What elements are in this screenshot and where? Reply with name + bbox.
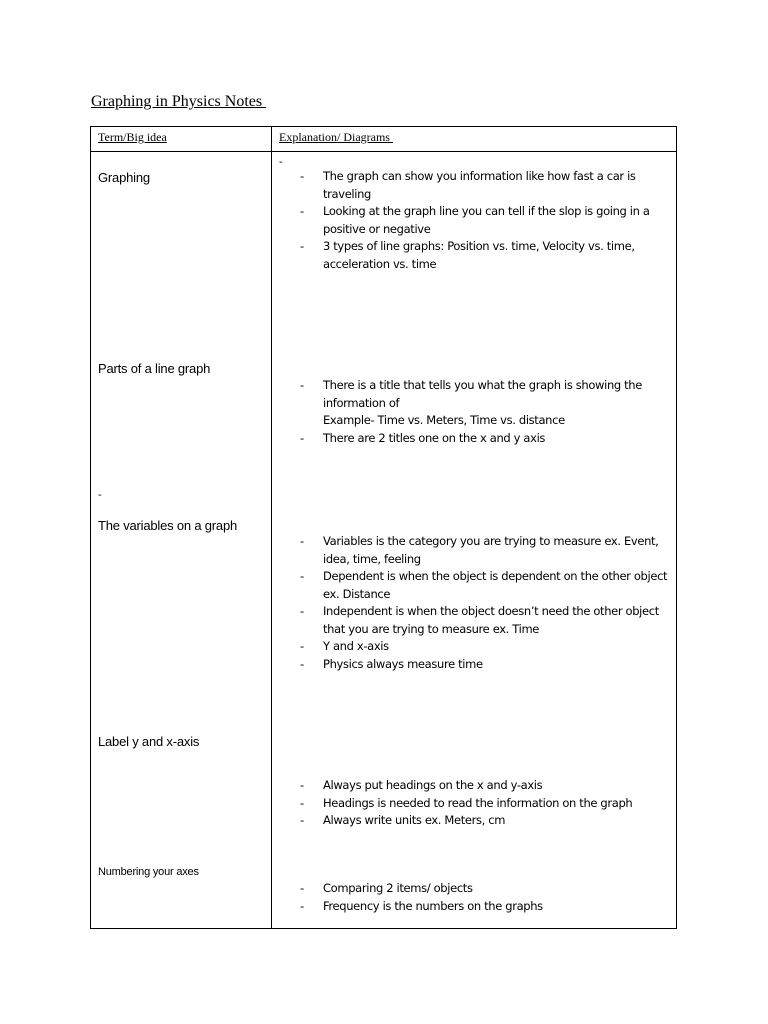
list-item: - Looking at the graph line you can tell if the slop is going in a positive or negative (300, 204, 650, 236)
bullet-list-graphing (300, 168, 670, 273)
bullet-text: Variables is the category you are trying to measure ex. Event, idea, time, feeling (323, 534, 659, 566)
bullet-text: There are 2 titles one on the x and y axis (323, 430, 546, 445)
bullet-list-label-axes (300, 777, 670, 830)
list-item: - Independent is when the object doesn’t need the other object that you are trying to measure ex. Time (300, 604, 659, 636)
bullet-text: 3 types of line graphs: Position vs. time, Velocity vs. time, acceleration vs. time (323, 239, 635, 271)
list-item: - Headings is needed to read the information on the graph (300, 795, 633, 810)
header-explanation: Explanation/ Diagrams (279, 130, 393, 144)
list-item: - Frequency is the numbers on the graphs (300, 898, 543, 913)
bullet-text: Dependent is when the object is dependent on the other object ex. Distance (323, 569, 668, 601)
list-item: - Y and x-axis (300, 639, 389, 653)
list-item: - Always write units ex. Meters, cm (300, 813, 506, 827)
bullet-text: Independent is when the object doesn’t need the other object that you are trying to measure ex. Time (323, 604, 659, 636)
column-divider (271, 127, 272, 928)
stray-dash: - (279, 156, 283, 168)
notes-table (90, 126, 677, 929)
stray-dash: - (98, 489, 102, 501)
term-parts-of-line-graph: Parts of a line graph (98, 361, 211, 376)
bullet-text: Y and x-axis (323, 639, 389, 653)
bullet-text: Frequency is the numbers on the graphs (323, 898, 543, 913)
bullet-text: Comparing 2 items/ objects (323, 881, 473, 895)
bullet-text: The graph can show you information like how fast a car is traveling (323, 169, 636, 201)
term-numbering-axes: Numbering your axes (98, 866, 199, 878)
list-item: - There are 2 titles one on the x and y axis (300, 430, 546, 445)
term-label-axes: Label y and x-axis (98, 734, 200, 749)
document-title: Graphing in Physics Notes (91, 93, 267, 110)
list-item: - There is a title that tells you what the graph is showing the information of (300, 378, 642, 410)
list-item: - Always put headings on the x and y-axis (300, 778, 543, 792)
bullet-text: Always write units ex. Meters, cm (323, 813, 506, 827)
list-item: - 3 types of line graphs: Position vs. time, Velocity vs. time, acceleration vs. time (300, 239, 635, 271)
bullet-text: Example- Time vs. Meters, Time vs. distance (323, 413, 565, 427)
bullet-text: Always put headings on the x and y-axis (323, 778, 543, 792)
bullet-list-numbering (300, 880, 670, 915)
bullet-text: Headings is needed to read the information on the graph (323, 795, 633, 810)
header-divider (91, 151, 676, 152)
header-term: Term/Big idea (98, 130, 167, 144)
list-item: - Comparing 2 items/ objects (300, 881, 473, 895)
bullet-text: Looking at the graph line you can tell if the slop is going in a positive or negative (323, 204, 650, 236)
list-item (300, 412, 670, 430)
bullet-list-parts (300, 377, 670, 447)
list-item: - Physics always measure time (300, 656, 483, 671)
bullet-text: Physics always measure time (323, 656, 483, 671)
list-item: - Variables is the category you are trying to measure ex. Event, idea, time, feeling (300, 534, 659, 566)
term-graphing: Graphing (98, 170, 150, 185)
list-item: - Dependent is when the object is dependent on the other object ex. Distance (300, 569, 668, 601)
bullet-list-variables (300, 533, 670, 673)
bullet-text: There is a title that tells you what the graph is showing the information of (323, 378, 642, 410)
list-item: - The graph can show you information like how fast a car is traveling (300, 169, 636, 201)
term-variables: The variables on a graph (98, 518, 238, 533)
